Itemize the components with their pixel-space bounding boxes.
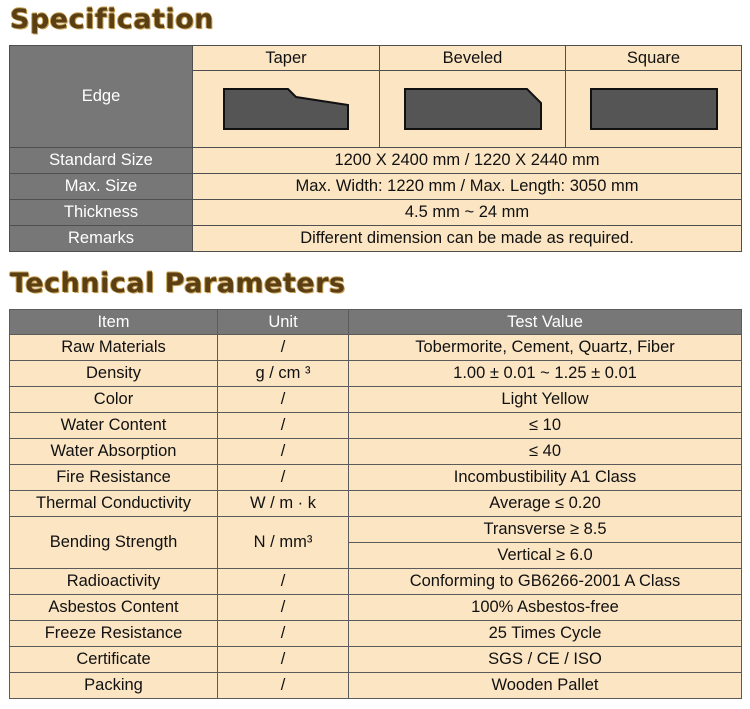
table-row-unit: g / cm ³ xyxy=(218,361,349,387)
table-row-value: SGS / CE / ISO xyxy=(349,647,742,673)
edge-square-label: Square xyxy=(566,46,742,71)
edge-square-shape xyxy=(566,71,742,148)
table-row-item: Radioactivity xyxy=(10,569,218,595)
bending-strength-unit: N / mm³ xyxy=(218,517,349,569)
table-row-item: Density xyxy=(10,361,218,387)
table-row-unit: / xyxy=(218,673,349,699)
table-row-item: Packing xyxy=(10,673,218,699)
table-row-value: Light Yellow xyxy=(349,387,742,413)
table-row-item: Asbestos Content xyxy=(10,595,218,621)
table-row-item: Raw Materials xyxy=(10,335,218,361)
table-row-unit: / xyxy=(218,595,349,621)
standard-size-value: 1200 X 2400 mm / 1220 X 2440 mm xyxy=(193,148,742,174)
remarks-value: Different dimension can be made as required. xyxy=(193,226,742,252)
specification-title: Specification xyxy=(10,4,215,35)
table-row-value: Incombustibility A1 Class xyxy=(349,465,742,491)
table-row-unit: / xyxy=(218,465,349,491)
square-edge-icon xyxy=(590,87,718,131)
table-row-value: 1.00 ± 0.01 ~ 1.25 ± 0.01 xyxy=(349,361,742,387)
max-size-value: Max. Width: 1220 mm / Max. Length: 3050 mm xyxy=(193,174,742,200)
table-row-item: Fire Resistance xyxy=(10,465,218,491)
edge-label: Edge xyxy=(10,46,193,148)
table-row-unit: / xyxy=(218,335,349,361)
table-row-value: 25 Times Cycle xyxy=(349,621,742,647)
technical-parameters-table xyxy=(9,309,742,699)
table-row-item: Thermal Conductivity xyxy=(10,491,218,517)
table-row-unit: / xyxy=(218,387,349,413)
header-item: Item xyxy=(10,310,218,335)
remarks-label: Remarks xyxy=(10,226,193,252)
table-row-value: ≤ 10 xyxy=(349,413,742,439)
taper-edge-icon xyxy=(222,87,350,131)
bending-strength-item: Bending Strength xyxy=(10,517,218,569)
technical-parameters-title: Technical Parameters xyxy=(10,268,346,299)
table-row-unit: / xyxy=(218,647,349,673)
table-row-item: Freeze Resistance xyxy=(10,621,218,647)
table-row-value: 100% Asbestos-free xyxy=(349,595,742,621)
edge-taper-shape xyxy=(193,71,380,148)
max-size-label: Max. Size xyxy=(10,174,193,200)
header-unit: Unit xyxy=(218,310,349,335)
table-row-value: Wooden Pallet xyxy=(349,673,742,699)
thickness-value: 4.5 mm ~ 24 mm xyxy=(193,200,742,226)
table-row-value: Average ≤ 0.20 xyxy=(349,491,742,517)
table-row-unit: / xyxy=(218,569,349,595)
table-row-item: Color xyxy=(10,387,218,413)
table-row-unit: / xyxy=(218,413,349,439)
header-test-value: Test Value xyxy=(349,310,742,335)
table-row-item: Water Absorption xyxy=(10,439,218,465)
table-row-unit: W / m · k xyxy=(218,491,349,517)
standard-size-label: Standard Size xyxy=(10,148,193,174)
table-row-item: Water Content xyxy=(10,413,218,439)
table-row-unit: / xyxy=(218,621,349,647)
specification-table xyxy=(9,45,742,252)
table-row-value: ≤ 40 xyxy=(349,439,742,465)
table-row-value: Tobermorite, Cement, Quartz, Fiber xyxy=(349,335,742,361)
bending-strength-vertical: Vertical ≥ 6.0 xyxy=(349,543,742,569)
thickness-label: Thickness xyxy=(10,200,193,226)
edge-beveled-shape xyxy=(380,71,566,148)
edge-beveled-label: Beveled xyxy=(380,46,566,71)
table-row-value: Conforming to GB6266-2001 A Class xyxy=(349,569,742,595)
edge-taper-label: Taper xyxy=(193,46,380,71)
table-row-unit: / xyxy=(218,439,349,465)
beveled-edge-icon xyxy=(403,87,543,131)
bending-strength-transverse: Transverse ≥ 8.5 xyxy=(349,517,742,543)
table-row-item: Certificate xyxy=(10,647,218,673)
